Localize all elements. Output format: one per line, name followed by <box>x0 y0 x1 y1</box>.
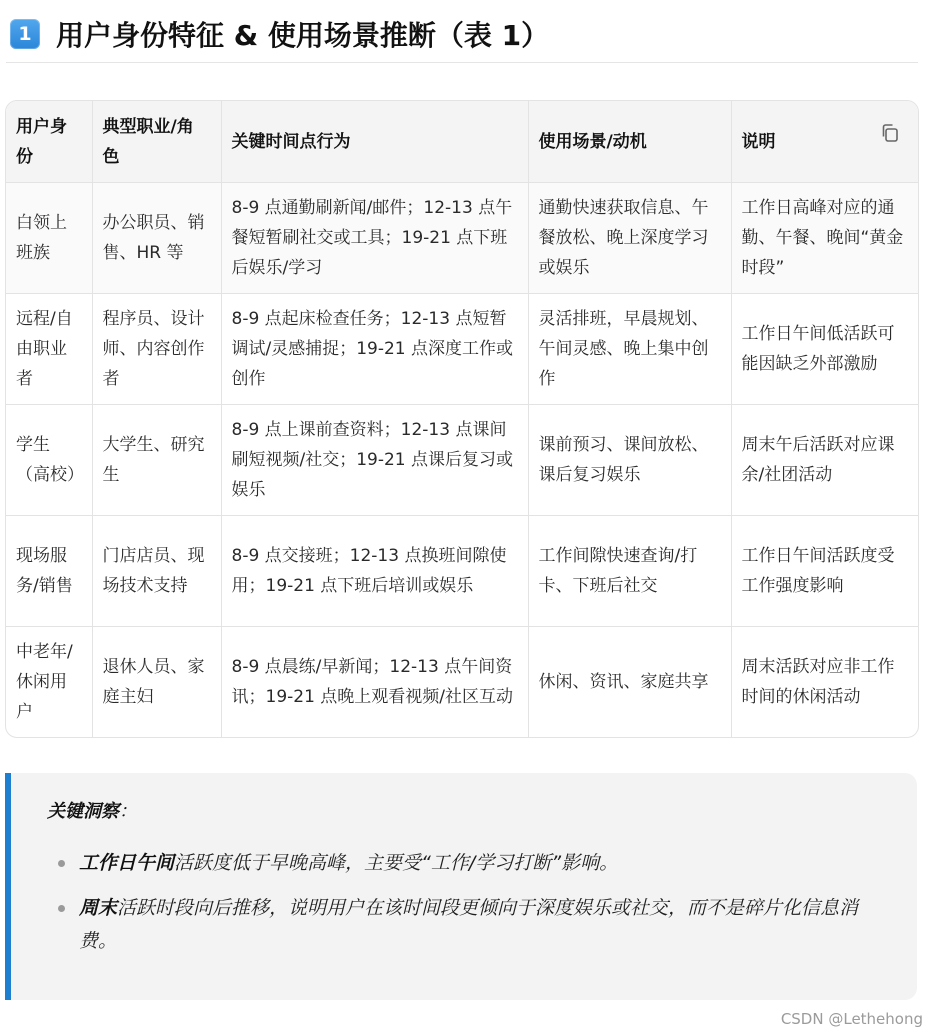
cell-role: 程序员、设计师、内容创作者 <box>92 294 221 405</box>
column-header-behavior: 关键时间点行为 <box>221 101 528 183</box>
insight-list <box>55 847 875 970</box>
cell-identity: 白领上班族 <box>6 183 92 294</box>
insight-title-colon: ： <box>119 801 137 822</box>
cell-role: 办公职员、销售、HR 等 <box>92 183 221 294</box>
page-title: 用户身份特征 & 使用场景推断（表 1） <box>56 19 550 52</box>
table-container <box>5 100 919 738</box>
table-header-row <box>6 101 918 183</box>
column-header-identity: 用户身份 <box>6 101 92 183</box>
column-header-notes-label: 说明 <box>741 131 776 152</box>
key-insight-callout <box>5 773 917 1000</box>
cell-behavior: 8-9 点通勤刷新闻/邮件；12-13 点午餐短暂刷社交或工具；19-21 点下班后娱乐/学习 <box>221 183 528 294</box>
cell-notes: 工作日高峰对应的通勤、午餐、晚间“黄金时段” <box>731 183 918 294</box>
watermark: CSDN @Lethehong <box>780 1010 923 1028</box>
cell-behavior: 8-9 点交接班；12-13 点换班间隙使用；19-21 点下班后培训或娱乐 <box>221 516 528 627</box>
cell-identity: 中老年/休闲用户 <box>6 627 92 738</box>
heading-divider <box>6 62 918 63</box>
cell-identity: 现场服务/销售 <box>6 516 92 627</box>
list-item <box>55 892 875 958</box>
cell-notes: 工作日午间活跃度受工作强度影响 <box>731 516 918 627</box>
column-header-scenario: 使用场景/动机 <box>528 101 731 183</box>
user-identity-table <box>6 101 918 737</box>
cell-scenario: 灵活排班，早晨规划、午间灵感、晚上集中创作 <box>528 294 731 405</box>
table-row <box>6 294 918 405</box>
cell-notes: 周末活跃对应非工作时间的休闲活动 <box>741 657 895 707</box>
bullet-icon <box>58 860 65 867</box>
insight-item-text: 活跃度低于早晚高峰，主要受“工作/学习打断”影响。 <box>174 852 619 874</box>
table-row <box>6 516 918 627</box>
column-header-role: 典型职业/角色 <box>92 101 221 183</box>
cell-notes: 工作日午间低活跃可能因缺乏外部激励 <box>731 294 918 405</box>
column-header-notes <box>731 101 918 183</box>
table-row <box>6 405 918 516</box>
cell-identity: 远程/自由职业者 <box>6 294 92 405</box>
copy-icon[interactable] <box>880 123 900 143</box>
cell-identity: 学生（高校） <box>6 405 92 516</box>
cell-role: 退休人员、家庭主妇 <box>92 627 221 738</box>
cell-scenario: 课前预习、课间放松、课后复习娱乐 <box>528 405 731 516</box>
cell-notes: 周末午后活跃对应课余/社团活动 <box>731 405 918 516</box>
table-row <box>6 183 918 294</box>
section-heading <box>10 14 549 54</box>
insight-item-text: 活跃时段向后推移，说明用户在该时间段更倾向于深度娱乐或社交，而不是碎片化信息消费。 <box>79 897 859 952</box>
cell-scenario: 通勤快速获取信息、午餐放松、晚上深度学习或娱乐 <box>528 183 731 294</box>
number-badge: 1 <box>10 19 40 49</box>
insight-item-keyword: 工作日午间 <box>79 852 175 874</box>
table-row <box>6 627 918 738</box>
bullet-icon <box>58 905 65 912</box>
insight-item-keyword: 周末 <box>79 897 118 919</box>
cell-behavior: 8-9 点晨练/早新闻；12-13 点午间资讯；19-21 点晚上观看视频/社区互动 <box>221 627 528 738</box>
cell-scenario: 休闲、资讯、家庭共享 <box>528 627 731 738</box>
cell-behavior: 8-9 点起床检查任务；12-13 点短暂调试/灵感捕捉；19-21 点深度工作或创作 <box>221 294 528 405</box>
cell-behavior: 8-9 点上课前查资料；12-13 点课间刷短视频/社交；19-21 点课后复习或娱乐 <box>221 405 528 516</box>
insight-title <box>47 797 137 823</box>
cell-role: 大学生、研究生 <box>92 405 221 516</box>
insight-title-text: 关键洞察 <box>47 801 119 822</box>
cell-role: 门店店员、现场技术支持 <box>92 516 221 627</box>
list-item <box>55 847 875 880</box>
cell-scenario: 工作间隙快速查询/打卡、下班后社交 <box>528 516 731 627</box>
